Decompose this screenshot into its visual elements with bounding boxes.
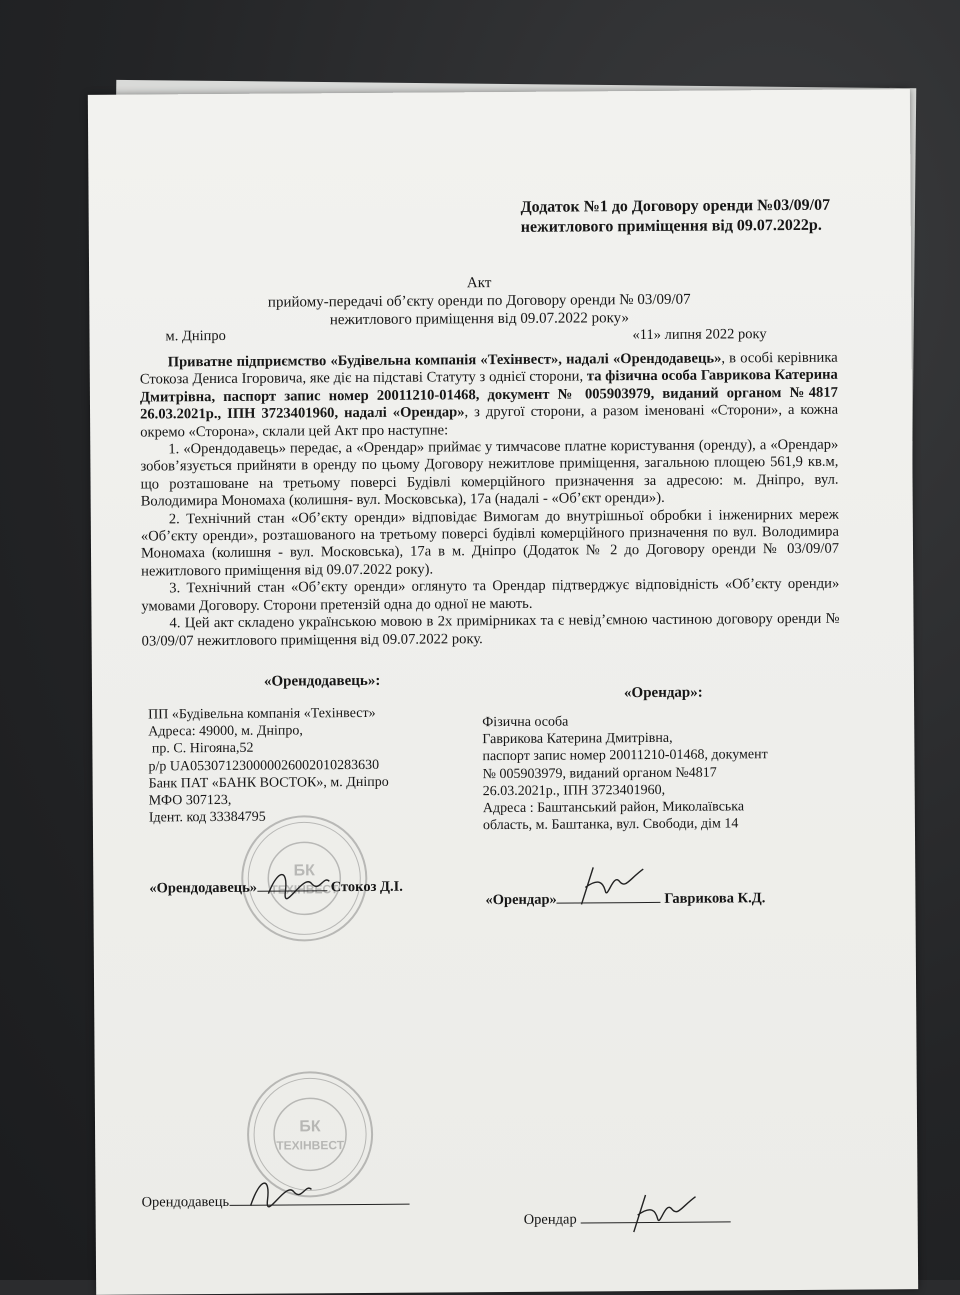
lessor-sign-name: Стокоз Д.І. [330, 878, 403, 896]
appendix-header-line1: Додаток №1 до Договору оренди №03/09/07 [520, 196, 831, 216]
lessor-intro-bold: Приватне підприємство «Будівельна компанія «Техінвест», надалі «Орендодавець» [167, 350, 722, 371]
act-title-line3: нежитлового приміщення від 09.07.2022 року» [329, 310, 630, 329]
lessor-details [148, 705, 389, 827]
signature-scribble [615, 1187, 705, 1238]
appendix-header [521, 196, 831, 238]
lessor-line: пр. С. Нігояна,52 [148, 741, 254, 757]
lessor-line: Ідент. код 33384795 [148, 809, 266, 826]
act-title [229, 272, 729, 329]
lessor-line: Адреса: 49000, м. Дніпро, [148, 723, 303, 740]
place: м. Дніпро [165, 327, 226, 345]
lessor-signature [263, 863, 333, 908]
lessee-sign-label: «Орендар» [485, 891, 557, 909]
lessee-line: Адреса : Баштанський район, Миколаївська [482, 799, 745, 817]
stamp-center-bottom: ТЕХІНВЕСТ [270, 882, 339, 897]
signature-scribble [263, 863, 333, 903]
lessor-heading: «Орендодавець»: [263, 672, 381, 690]
lessee-line: № 005903979, виданий органом №4817 [482, 765, 717, 782]
footer-lessee-signature [615, 1187, 705, 1243]
lessor-line: ПП «Будівельна компанія «Техінвест» [148, 705, 376, 723]
lessor-intro-text: , в особі керівника Стокоза Дениса Ігоровича, яке діє на підставі Статуту з однієї сторони, [139, 349, 838, 388]
intro-paragraph [140, 350, 839, 442]
lessee-heading: «Орендар»: [623, 684, 703, 702]
clause-2: 2. Технічний стан «Об’єкту оренди» відповідає Вимогам до внутрішньої обробки і інженирних мереж «Об’єкту оренди», розташованого на третьому поверсі будівлі комерційного призначення по вул. Володимира Мономаха (колишня - вул. Московська), 17а в м. Дніпро (Додаток № 2 до Договору оренди № 03/09/07 нежитлового приміщення від 09.07.2022 року). [140, 506, 840, 580]
stamp-center-bottom: ТЕХІНВЕСТ [276, 1138, 345, 1153]
act-date: «11» липня 2022 року [632, 326, 767, 344]
act-body [140, 350, 840, 651]
lessee-line: Фізична особа [482, 714, 569, 731]
lessor-line: р/р UA053071230000026002010283630 [148, 757, 380, 775]
lessee-line: Гаврикова Катерина Дмитрівна, [482, 731, 673, 748]
appendix-header-line2: нежитлового приміщення від 09.07.2022р. [520, 216, 822, 236]
stamp-center-top: БК [293, 862, 315, 880]
footer-lessee-label: Орендар [523, 1211, 577, 1228]
signature-scribble [563, 859, 653, 910]
footer-lessor-signature [245, 1171, 315, 1216]
lessee-intro-text: , з другої сторони, а разом іменовані «Сторони», а кожна окремо «Сторона», склали цей Акт про наступне: [140, 401, 839, 441]
act-title-line2: прийому-передачі об’єкту оренди по Договору оренди № 03/09/07 [267, 291, 691, 311]
clause-4: 4. Цей акт складено українською мовою в 2х примірниках та є невід’ємною частиною договору оренди № 03/09/07 нежитлового приміщення від 09.07.2022 року. [141, 610, 840, 650]
document-page [88, 89, 918, 1295]
lessee-line: область, м. Баштанка, вул. Свободи, дім 14 [482, 816, 739, 834]
lessor-line: Банк ПАТ «БАНК ВОСТОК», м. Дніпро [148, 774, 389, 792]
lessee-sign-name: Гаврикова К.Д. [664, 890, 766, 907]
clause-1: 1. «Орендодавець» передає, а «Орендар» приймає у тимчасове платне користування (оренду), а «Орендар» зобов’язується прийняти в оренду по цьому Договору нежитлове приміщення, загальною площею 561,9 кв.м, що розташоване на третьому поверсі Будівлі комерційного призначення за адресою: м. Дніпро, вул. Володимира Мономаха (колишня- вул. Московська), 17а (надалі - «Об’єкт оренди»). [140, 436, 839, 510]
signature-scribble [245, 1171, 315, 1211]
lessor-line: МФО 307123, [148, 792, 232, 809]
lessee-signature [563, 859, 653, 915]
clause-3: 3. Технічний стан «Об’єкту оренди» оглянуто та Орендар підтверджує відповідність «Об’єкту оренди» умовами Договору. Сторони претензій одна до одної не мають. [141, 575, 840, 615]
lessee-details [482, 712, 768, 834]
act-title-line1: Акт [466, 275, 492, 292]
footer-lessor-label: Орендодавець [141, 1193, 230, 1211]
stamp-center-top: БК [299, 1118, 321, 1136]
lessor-sign-label: «Орендодавець» [149, 879, 258, 897]
lessee-intro-bold: та фізична особа Гаврикова Катерина Дмитрівна, паспорт запис номер 20011210-01468, документ № 005903979, виданий органом №4817 26.03.2021р., ІПН 3723401960, надалі «Орендар» [139, 367, 838, 423]
lessee-line: паспорт запис номер 20011210-01468, документ [482, 747, 768, 765]
lessee-line: 26.03.2021р., ІПН 3723401960, [482, 782, 666, 799]
